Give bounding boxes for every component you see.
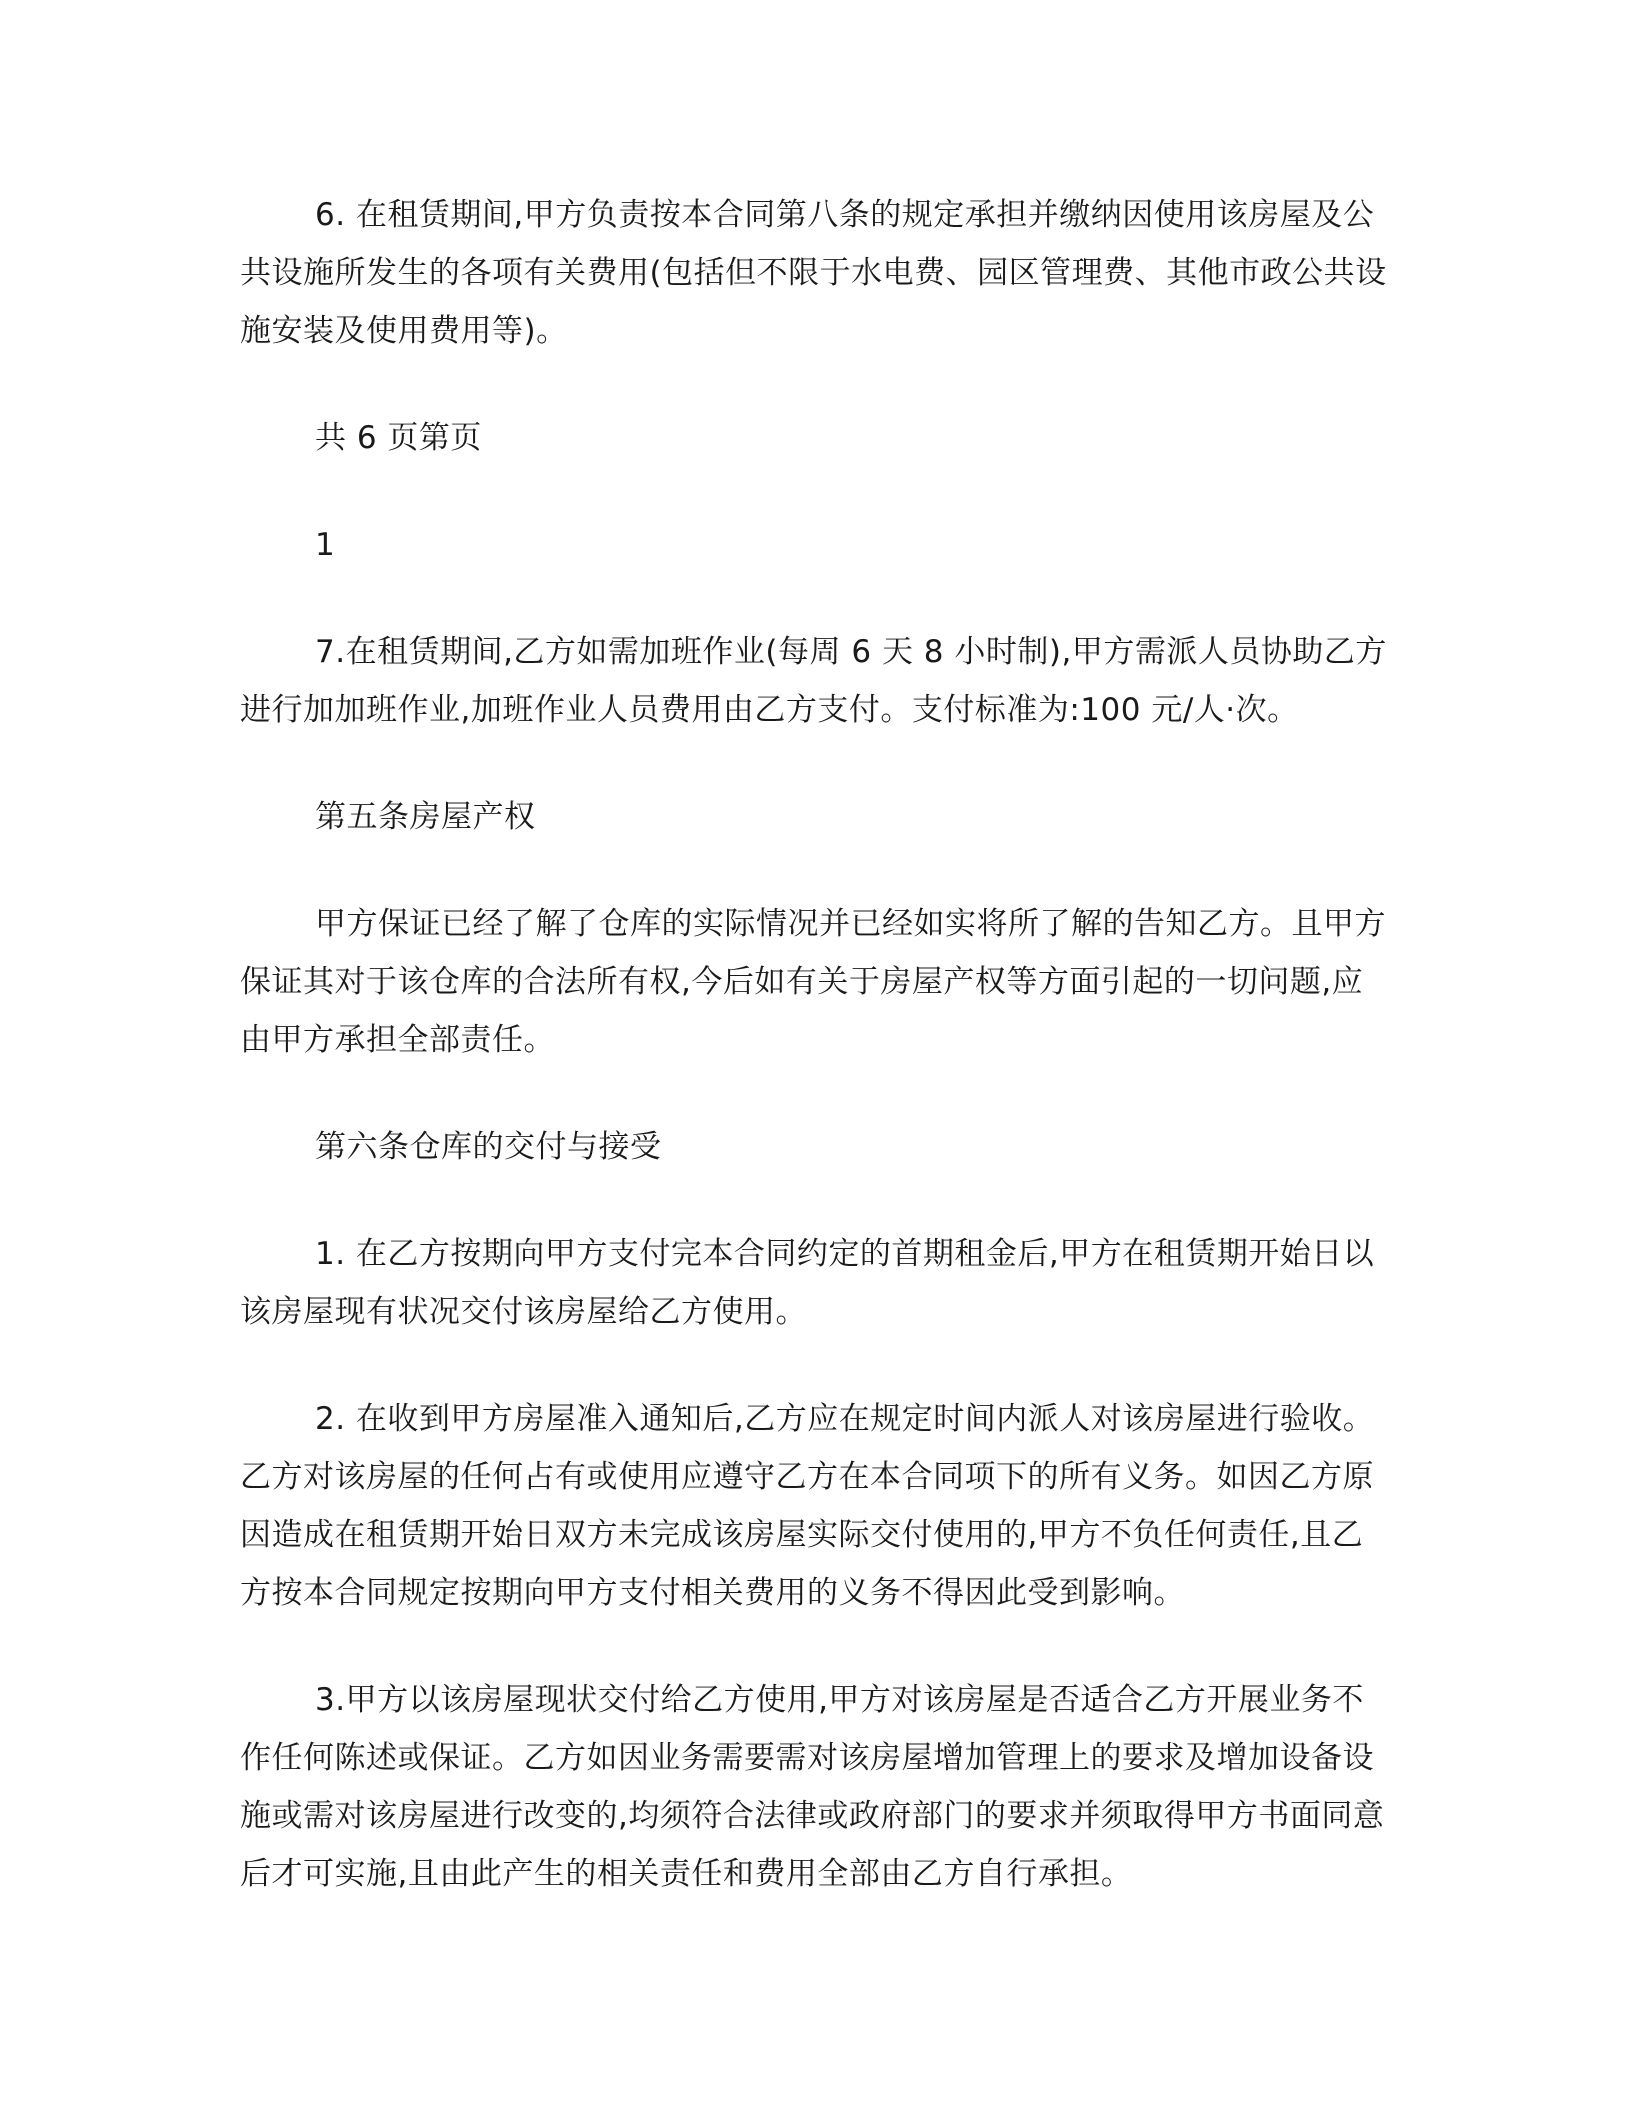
document-page — [240, 186, 1392, 1903]
page-count-note: 共 6 页第页 — [315, 420, 482, 456]
article-6-item-1: 1. 在乙方按期向甲方支付完本合同约定的首期租金后,甲方在租赁期开始日以该房屋现有状况交付该房屋给乙方使用。 — [240, 1236, 1375, 1330]
page-number: 1 — [315, 527, 336, 563]
clause-4-item-6: 6. 在租赁期间,甲方负责按本合同第八条的规定承担并缴纳因使用该房屋及公共设施所发生的各项有关费用(包括但不限于水电费、园区管理费、其他市政公共设施安装及使用费用等)。 — [240, 197, 1387, 349]
article-5-body: 甲方保证已经了解了仓库的实际情况并已经如实将所了解的告知乙方。且甲方保证其对于该仓库的合法所有权,今后如有关于房屋产权等方面引起的一切问题,应由甲方承担全部责任。 — [240, 906, 1386, 1058]
clause-4-item-7: 7.在租赁期间,乙方如需加班作业(每周 6 天 8 小时制),甲方需派人员协助乙方进行加加班作业,加班作业人员费用由乙方支付。支付标准为:100 元/人·次。 — [240, 634, 1387, 728]
article-5-heading: 第五条房屋产权 — [315, 799, 536, 835]
article-6-heading: 第六条仓库的交付与接受 — [315, 1129, 662, 1165]
article-6-item-3: 3.甲方以该房屋现状交付给乙方使用,甲方对该房屋是否适合乙方开展业务不作任何陈述或保证。乙方如因业务需要需对该房屋增加管理上的要求及增加设备设施或需对该房屋进行改变的,均须符合法律或政府部门的要求并须取得甲方书面同意后才可实施,且由此产生的相关责任和费用全部由乙方自行承担。 — [240, 1682, 1385, 1892]
article-6-item-2: 2. 在收到甲方房屋准入通知后,乙方应在规定时间内派人对该房屋进行验收。乙方对该房屋的任何占有或使用应遵守乙方在本合同项下的所有义务。如因乙方原因造成在租赁期开始日双方未完成该房屋实际交付使用的,甲方不负任何责任,且乙方按本合同规定按期向甲方支付相关费用的义务不得因此受到影响。 — [240, 1401, 1375, 1611]
